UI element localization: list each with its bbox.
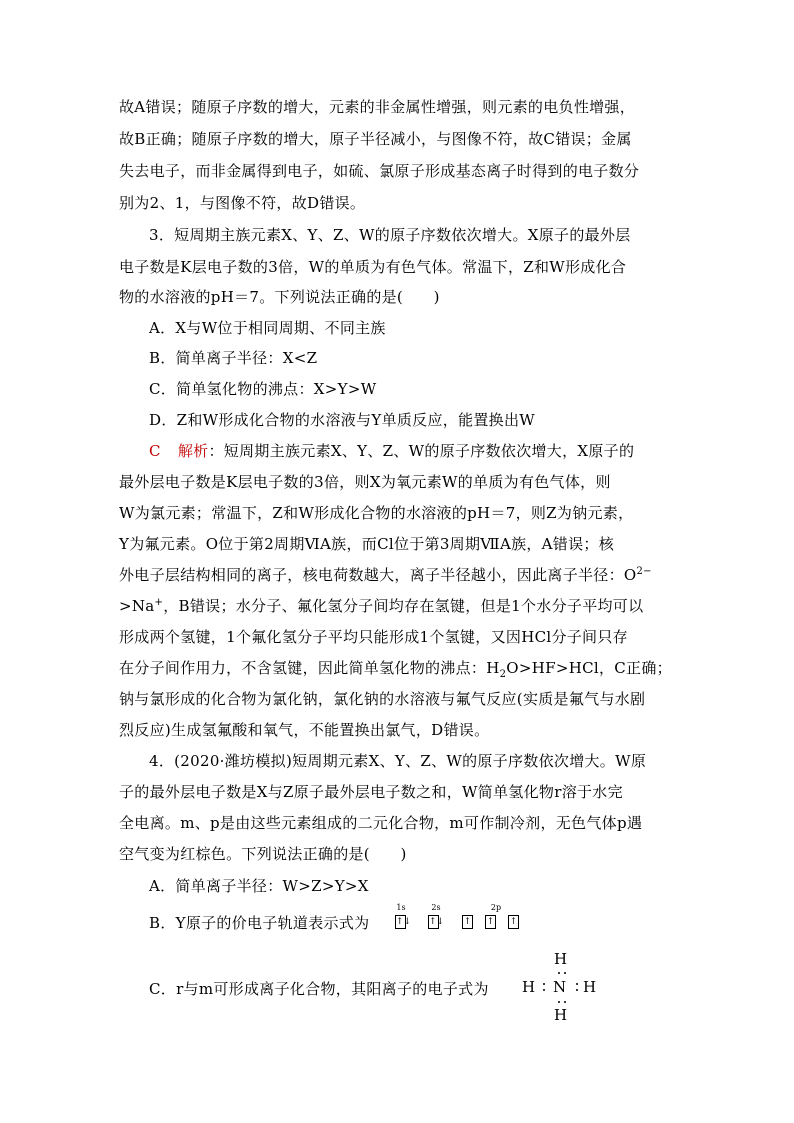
- electron-dot: [576, 983, 578, 985]
- subscript: 2: [499, 669, 507, 680]
- text-line: 空气变为红棕色。下列说法正确的是( ): [119, 845, 407, 863]
- answer-line: [149, 441, 634, 461]
- text-line: 别为2、1，与图像不符，故D错误。: [119, 194, 366, 212]
- atom-h: H: [522, 978, 536, 996]
- text-line: 形成两个氢键，1个氟化氢分子平均只能形成1个氢键，又因HCl分子间只存: [119, 628, 628, 646]
- text-line: [119, 596, 643, 616]
- electron-dot: [576, 989, 578, 991]
- orbital-1s: [390, 905, 412, 931]
- orbital-label: 2s: [431, 903, 441, 912]
- question-4-stem: 4．(2020·潍坊模拟)短周期元素X、Y、Z、W的原子序数依次增大。W原: [149, 752, 647, 770]
- electron-dot: [564, 1001, 566, 1003]
- text-span: ，B错误；水分子、氟化氢分子间均存在氢键，但是1个水分子平均可以: [163, 597, 644, 615]
- superscript: 2−: [636, 566, 652, 577]
- text-line: 故A错误；随原子序数的增大，元素的非金属性增强，则元素的电负性增强，: [119, 98, 636, 116]
- orbital-2s: [425, 905, 447, 931]
- orbital-label: 1s: [396, 903, 406, 912]
- atom-h: H: [583, 978, 597, 996]
- option-b: B．Y原子的价电子轨道表示式为: [149, 914, 370, 932]
- atom-h: H: [554, 1006, 568, 1024]
- text-line: 最外层电子数是K层电子数的3倍，则X为氧元素W的单质为有色气体，则: [119, 473, 611, 491]
- text-line: W为氯元素；常温下，Z和W形成化合物的水溶液的pH＝7，则Z为钠元素，: [119, 504, 634, 522]
- text-span: 在分子间作用力，不含氢键，因此简单氢化物的沸点：H: [119, 659, 500, 677]
- analysis-tag: 解析: [177, 442, 209, 460]
- ammonium-lewis-structure: [518, 950, 608, 1025]
- option-a: A．简单离子半径：W>Z>Y>X: [149, 877, 369, 895]
- electron-dot: [543, 983, 545, 985]
- text-line: [119, 565, 652, 585]
- text-line: 全电离。m、p是由这些元素组成的二元化合物，m可作制冷剂，无色气体p遇: [119, 814, 643, 832]
- orbital-box: ↑: [463, 917, 472, 927]
- option-b: B．简单离子半径：X<Z: [149, 349, 318, 367]
- question-3-stem: 3．短周期主族元素X、Y、Z、W的原子序数依次增大。X原子的最外层: [149, 226, 631, 244]
- text-span: >Na: [119, 597, 155, 615]
- electron-dot: [558, 972, 560, 974]
- atom-n: N: [553, 978, 567, 996]
- text-line: 钠与氯形成的化合物为氯化钠，氯化钠的水溶液与氟气反应(实质是氟气与水剧: [119, 690, 646, 708]
- text-line: 电子数是K层电子数的3倍，W的单质为有色气体。常温下，Z和W形成化合: [119, 258, 627, 276]
- text-span: O>HF>HCl，C正确；: [506, 659, 672, 677]
- text-line: 失去电子，而非金属得到电子，如硫、氯原子形成基态离子时得到的电子数分: [119, 162, 640, 180]
- superscript: +: [154, 597, 164, 608]
- option-c: C．简单氢化物的沸点：X>Y>W: [149, 380, 377, 398]
- electron-dot: [564, 972, 566, 974]
- electron-dot: [558, 1001, 560, 1003]
- option-a: A．X与W位于相同周期、不同主族: [149, 319, 386, 337]
- atom-h: H: [554, 950, 568, 968]
- orbital-label: 2p: [490, 903, 502, 912]
- analysis-text: ：短周期主族元素X、Y、Z、W的原子序数依次增大，X原子的: [208, 442, 635, 460]
- orbital-box: ↑↓: [429, 917, 445, 927]
- orbital-box: ↑: [509, 917, 518, 927]
- text-line: 烈反应)生成氢氟酸和氧气，不能置换出氯气，D错误。: [119, 721, 490, 739]
- orbital-2p: [460, 905, 532, 931]
- text-line: 物的水溶液的pH＝7。下列说法正确的是( ): [119, 288, 440, 306]
- electron-dot: [543, 989, 545, 991]
- answer-letter: C: [149, 442, 161, 460]
- option-d: D．Z和W形成化合物的水溶液与Y单质反应，能置换出W: [149, 411, 535, 429]
- text-line: [119, 658, 672, 678]
- text-line: 故B正确；随原子序数的增大，原子半径减小，与图像不符，故C错误；金属: [119, 130, 632, 148]
- text-span: 外电子层结构相同的离子，核电荷数越大，离子半径越小，因此离子半径：O: [119, 566, 637, 584]
- text-line: Y为氟元素。O位于第2周期ⅥA族，而Cl位于第3周期ⅦA族，A错误；核: [119, 535, 615, 553]
- orbital-box: ↑: [486, 917, 495, 927]
- option-c: C．r与m可形成离子化合物，其阳离子的电子式为: [149, 980, 489, 998]
- text-line: 子的最外层电子数是X与Z原子最外层电子数之和，W简单氢化物r溶于水完: [119, 783, 623, 801]
- orbital-box: ↑↓: [396, 917, 412, 927]
